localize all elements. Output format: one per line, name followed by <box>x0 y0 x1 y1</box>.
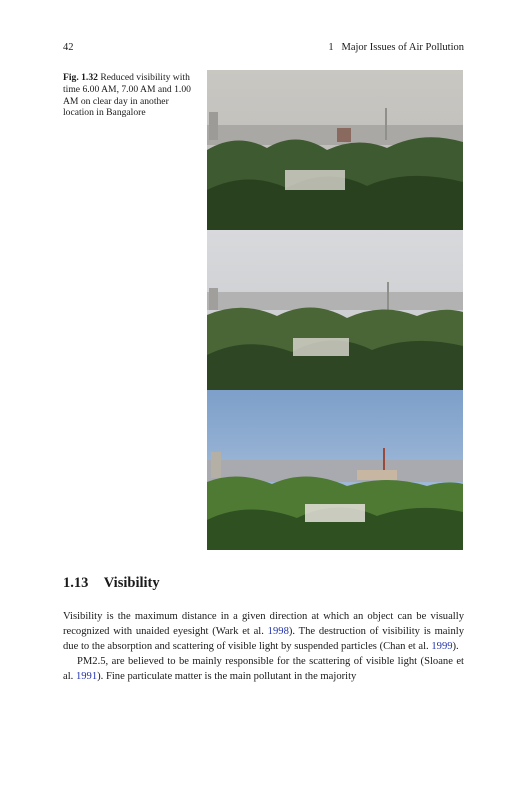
figure-caption <box>63 72 199 119</box>
photo-6am <box>207 70 463 230</box>
page-header <box>63 42 464 56</box>
section-title: Visibility <box>103 575 160 591</box>
section-heading <box>63 575 160 592</box>
section-number: 1.13 <box>63 575 89 591</box>
paragraph-text: ). <box>452 640 459 652</box>
body-text <box>63 610 464 685</box>
paragraph-text: Visibility is the maximum distance in a given direction at which an object can be visually recognized with unaided eyesight (Wark et al. <box>63 611 464 637</box>
citation-link[interactable]: 1998 <box>267 625 289 637</box>
figure-photos <box>207 70 463 550</box>
paragraph <box>63 655 464 685</box>
paragraph-text: ). The destruction of visibility is mainly due to the absorption and scattering of visible light by suspended particles (Chan et al. <box>63 625 464 652</box>
figure-caption-text: Reduced visibility with time 6.00 AM, 7.00 AM and 1.00 AM on clear day in another location in Bangalore <box>63 72 191 119</box>
figure-label: Fig. 1.32 <box>63 72 98 83</box>
photo-7am <box>207 230 463 390</box>
running-title: 1 Major Issues of Air Pollution <box>328 42 464 53</box>
paragraph <box>63 610 464 655</box>
citation-link[interactable]: 1999 <box>431 640 453 652</box>
paragraph-text: PM2.5, are believed to be mainly responsible for the scattering of visible light (Sloane et al. <box>63 655 464 682</box>
page-number: 42 <box>63 42 74 53</box>
citation-link[interactable]: 1991 <box>75 670 98 682</box>
photo-1pm <box>207 390 463 550</box>
paragraph-text: ). Fine particulate matter is the main pollutant in the majority <box>97 670 357 682</box>
